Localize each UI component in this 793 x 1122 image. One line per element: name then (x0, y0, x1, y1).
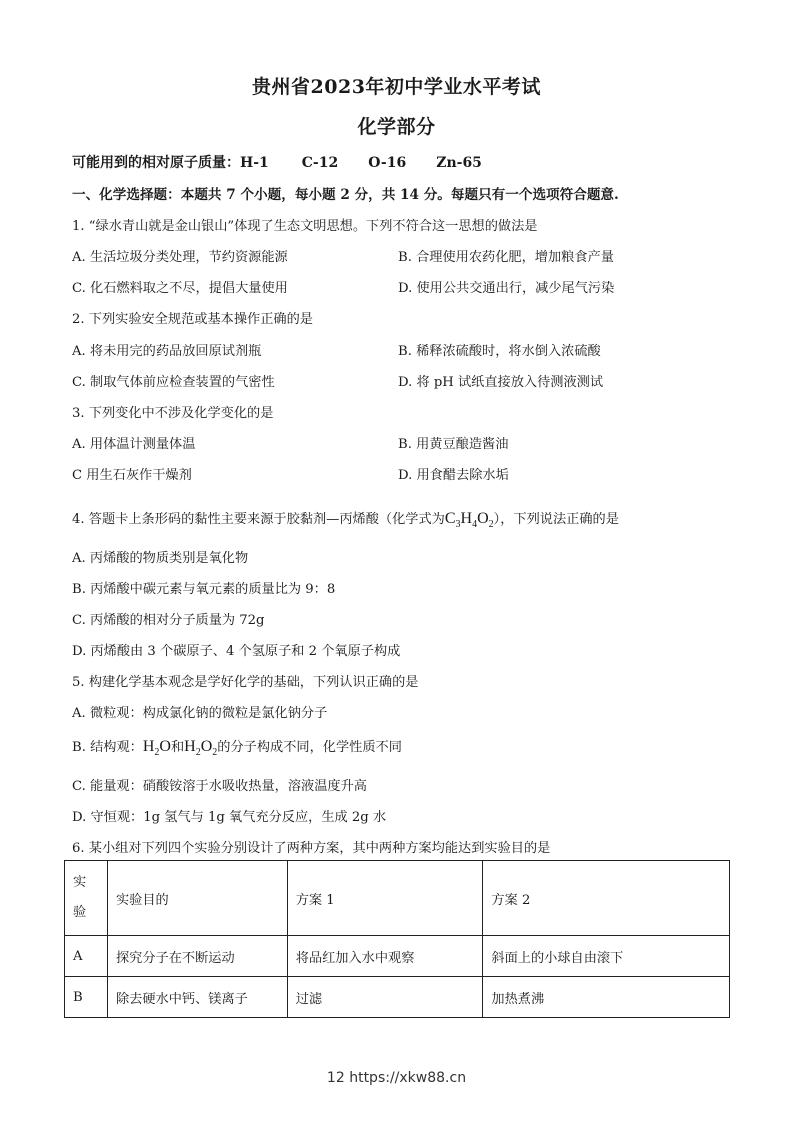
formula-h-sub: 2 (154, 747, 160, 759)
q5-option-b (72, 736, 402, 758)
q5-option-a: A. 微粒观：构成氯化钠的微粒是氯化钠分子 (72, 706, 328, 721)
header-col0-line1: 实 (73, 875, 87, 890)
formula-h: H (460, 510, 473, 527)
exam-title: 贵州省2023年初中学业水平考试 (252, 76, 541, 98)
table-cell: B (65, 977, 108, 1018)
table-header-cell (65, 861, 108, 936)
q4-option-c: C. 丙烯酸的相对分子质量为 72g (72, 613, 265, 628)
q4-option-a: A. 丙烯酸的物质类别是氧化物 (72, 551, 249, 566)
q1-option-d: D. 使用公共交通出行，减少尾气污染 (398, 281, 615, 296)
table-cell: 过滤 (287, 977, 483, 1018)
table-header-cell: 方案 2 (483, 861, 730, 936)
q2-stem: 2. 下列实验安全规范或基本操作正确的是 (72, 312, 313, 327)
q1-option-b: B. 合理使用农药化肥，增加粮食产量 (398, 250, 614, 265)
q1-option-c: C. 化石燃料取之不尽，提倡大量使用 (72, 281, 288, 296)
q5-b-post: 的分子构成不同，化学性质不同 (217, 740, 402, 755)
atomic-mass-line (72, 152, 482, 172)
q5-formula-peroxide (184, 738, 218, 759)
page-footer (0, 1070, 793, 1086)
formula-h: H (184, 738, 196, 755)
atomic-mass-label: 可能用到的相对原子质量： (72, 155, 240, 171)
formula-o-sub: 2 (488, 519, 494, 531)
q2-option-d: D. 将 pH 试纸直接放入待测液测试 (398, 375, 604, 390)
table-cell: 斜面上的小球自由滚下 (483, 936, 730, 977)
table-row (65, 936, 730, 977)
table-cell: 探究分子在不断运动 (107, 936, 287, 977)
table-cell: 除去硬水中钙、镁离子 (107, 977, 287, 1018)
q1-stem: 1. “绿水青山就是金山银山”体现了生态文明思想。下列不符合这一思想的做法是 (72, 219, 538, 234)
q3-option-c: C 用生石灰作干燥剂 (72, 468, 192, 483)
table-row (65, 977, 730, 1018)
q5-option-d: D. 守恒观：1g 氢气与 1g 氧气充分反应，生成 2g 水 (72, 810, 387, 825)
formula-o-sub: 2 (212, 747, 218, 759)
q3-option-b: B. 用黄豆酿造酱油 (398, 437, 509, 452)
q4-stem (72, 508, 619, 530)
table-header-cell: 方案 1 (287, 861, 483, 936)
page-number: 12 (326, 1070, 345, 1086)
atomic-mass-zn: Zn-65 (436, 155, 482, 171)
q1-option-a: A. 生活垃圾分类处理，节约资源能源 (72, 250, 288, 265)
q5-formula-water (142, 738, 171, 759)
q5-option-c: C. 能量观：硝酸铵溶于水吸收热量，溶液温度升高 (72, 779, 367, 794)
q3-option-d: D. 用食醋去除水垢 (398, 468, 509, 483)
atomic-mass-h: H-1 (240, 155, 269, 171)
formula-h-sub: 4 (472, 519, 478, 531)
table-header-cell: 实验目的 (107, 861, 287, 936)
q3-stem: 3. 下列变化中不涉及化学变化的是 (72, 406, 274, 421)
q2-option-b: B. 稀释浓硫酸时，将水倒入浓硫酸 (398, 344, 601, 359)
q3-option-a: A. 用体温计测量体温 (72, 437, 196, 452)
table-cell: A (65, 936, 108, 977)
atomic-mass-o: O-16 (368, 155, 407, 171)
formula-c-sub: 3 (455, 519, 461, 531)
experiment-table (64, 860, 730, 1018)
formula-h: H (142, 738, 155, 755)
q4-stem-pre: 4. 答题卡上条形码的黏性主要来源于胶黏剂—丙烯酸（化学式为 (72, 512, 445, 527)
exam-subtitle: 化学部分 (357, 116, 436, 138)
formula-o: O (200, 738, 213, 755)
q6-stem: 6. 某小组对下列四个实验分别设计了两种方案，其中两种方案均能达到实验目的是 (72, 841, 551, 856)
footer-url[interactable]: https://xkw88.cn (349, 1070, 467, 1086)
q2-option-a: A. 将未用完的药品放回原试剂瓶 (72, 344, 262, 359)
formula-o: O (159, 738, 171, 755)
q5-b-and: 和 (170, 740, 185, 755)
q5-b-pre: B. 结构观： (72, 740, 143, 755)
header-col0-line2: 验 (73, 905, 87, 920)
q4-formula (444, 510, 494, 531)
atomic-mass-c: C-12 (301, 155, 339, 171)
section-heading: 一、化学选择题：本题共 7 个小题，每小题 2 分，共 14 分。每题只有一个选项符合题意. (72, 187, 619, 203)
table-header-row (65, 861, 730, 936)
q2-option-c: C. 制取气体前应检查装置的气密性 (72, 375, 275, 390)
formula-h-sub: 2 (195, 747, 201, 759)
formula-o: O (477, 510, 489, 527)
table-cell: 将品红加入水中观察 (287, 936, 483, 977)
formula-c: C (444, 510, 456, 527)
q4-option-d: D. 丙烯酸由 3 个碳原子、4 个氢原子和 2 个氧原子构成 (72, 644, 401, 659)
q4-option-b: B. 丙烯酸中碳元素与氧元素的质量比为 9：8 (72, 582, 336, 597)
q5-stem: 5. 构建化学基本观念是学好化学的基础，下列认识正确的是 (72, 675, 419, 690)
table-cell: 加热煮沸 (483, 977, 730, 1018)
q4-stem-post: ），下列说法正确的是 (493, 512, 619, 527)
